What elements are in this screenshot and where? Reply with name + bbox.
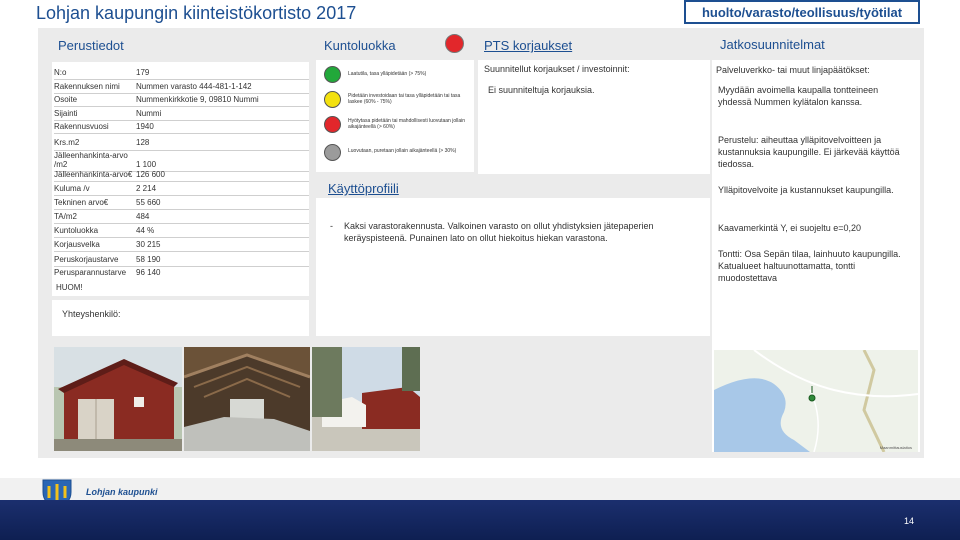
contact-label: Yhteyshenkilö: [62,309,121,319]
legend-text-3: Hyötytasa pidetään tai mahdollisesti luovutaan jollain aikajänteellä (> 60%) [348,118,466,130]
jatko-p5: Tontti: Osa Sepän tilaa, lainhuuto kaupungilla. Katualueet haltuunottamatta, tontti muodostettava [718,249,901,283]
row-value: 484 [136,212,150,221]
photo-barn-exterior [54,347,182,451]
contact-box [52,300,309,336]
table-row [54,212,309,224]
table-row [54,170,309,182]
jatko-p4: Kaavamerkintä Y, ei suojeltu e=0,20 [718,223,862,233]
row-key: Krs.m2 [54,138,80,147]
row-value: 126 600 [136,170,165,179]
row-key: Sijainti [54,109,78,118]
jatko-p1: Myydään avoimella kaupalla tontteineen yhdessä Nummen kylätalon kanssa. [718,85,879,107]
row-value: 1940 [136,122,154,131]
table-row [54,109,309,121]
jatko-p2: Perustelu: aiheuttaa ylläpitovelvoitteen ja kustannuksia kaupungille. Ei järkevää käyttöä tiedossa. [718,135,900,169]
row-key: Jälleenhankinta-arvo€ [54,170,133,179]
photo-buildings [312,347,420,451]
table-row [54,138,309,151]
legend-dot-yellow [324,91,341,108]
row-key: Rakennuksen nimi [54,82,120,91]
row-key: N:o [54,68,67,77]
row-value: Nummi [136,109,162,118]
category-badge: huolto/varasto/teollisuus/työtilat [684,0,920,24]
row-value: 2 214 [136,184,157,193]
pts-heading: PTS korjaukset [484,38,573,53]
row-value: Nummenkirkkotie 9, 09810 Nummi [136,95,259,104]
table-row [54,82,309,94]
row-key: Peruskorjaustarve [54,255,119,264]
row-value: Nummen varasto 444-481-1-142 [136,82,252,91]
row-value: 55 660 [136,198,161,207]
row-key: Korjausvelka [54,240,100,249]
bullet: - [330,221,333,231]
legend-text-1: Laatutila, tasa ylläpidetään (> 75%) [348,71,427,77]
legend-text-4: Luovutaan, puretaan jollain aikajänteellä (> 30%) [348,148,457,154]
kayttoprofiili-box [316,198,710,336]
status-dot [445,34,464,53]
table-row [54,198,309,210]
footer-bar [0,500,960,540]
row-value: 96 140 [136,268,161,277]
table-row [54,68,309,80]
pts-subheading: Suunnitellut korjaukset / investoinnit: [484,64,630,74]
jatko-subheading: Palveluverkko- tai muut linjapäätökset: [716,65,870,75]
map-credit: Maanmittauslaitos [879,445,912,450]
row-value: 179 [136,68,150,77]
table-row [54,268,309,279]
kuntoluokka-heading: Kuntoluokka [324,38,396,53]
row-key: Rakennusvuosi [54,122,109,131]
row-value: 128 [136,138,150,147]
table-row [54,255,309,267]
kayttoprofiili-heading: Käyttöprofiili [328,181,399,196]
row-key: Osoite [54,95,78,104]
row-key: Kuluma /v [54,184,90,193]
page-number: 14 [904,516,915,526]
row-key: TA/m2 [54,212,77,221]
table-row [54,184,309,196]
table-row [54,240,309,252]
row-key: Kuntoluokka [54,226,99,235]
row-value: 30 215 [136,240,161,249]
row-key: Jälleenhankinta-arvo /m2 [54,151,128,169]
pts-text: Ei suunniteltuja korjauksia. [488,85,595,95]
legend-dot-red [324,116,341,133]
kuntoluokka-legend [316,60,474,172]
footer-logo-text: Lohjan kaupunki [86,487,158,497]
page-title: Lohjan kaupungin kiinteistökortisto 2017 [36,3,357,23]
location-map [714,350,918,452]
row-value: 1 100 [136,160,157,169]
legend-text-2: Pidetään investoidaan tai tasa ylläpidetään tai tasa laskee (60% - 75%) [348,93,461,105]
pts-box [478,60,710,174]
row-value: 58 190 [136,255,161,264]
table-row [54,226,309,238]
legend-dot-green [324,66,341,83]
photo-barn-interior [184,347,310,451]
legend-dot-gray [324,144,341,161]
table-row [54,151,309,172]
row-key: Perusparannustarve [54,268,127,277]
jatko-heading: Jatkosuunnitelmat [720,37,825,52]
kayttoprofiili-text: Kaksi varastorakennusta. Valkoinen varasto on ollut yhdistyksien jätepaperien keräyspisteenä. Punainen lato on ollut hiekoitus hiekan varastona. [344,221,654,243]
row-key: Tekninen arvo€ [54,198,109,207]
huom-label: HUOM! [56,283,83,292]
jatko-p3: Ylläpitovelvoite ja kustannukset kaupungilla. [718,185,894,195]
table-row [54,95,309,107]
row-value: 44 % [136,226,155,235]
table-row [54,122,309,134]
perustiedot-heading: Perustiedot [58,38,124,53]
